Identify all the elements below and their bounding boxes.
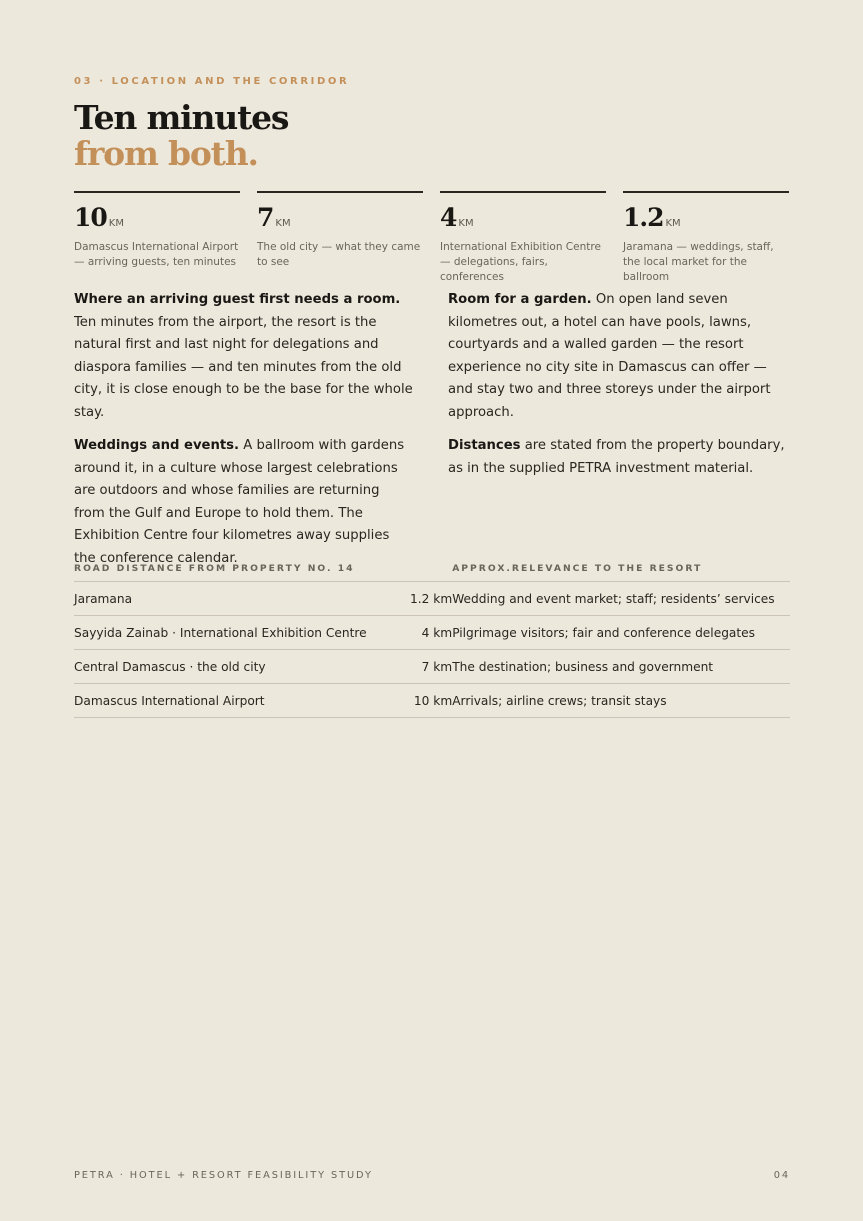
paragraph-text: On open land seven kilometres out, a hotel can have pools, lawns, courtyards and a walled garden — the resort experience no city site in Damascus can offer — and stay two and three storeys under the airport approach. [448,292,771,420]
section-kicker: 03 · LOCATION AND THE CORRIDOR [74,76,350,87]
stat-caption: Damascus International Airport — arriving guests, ten minutes [74,241,239,268]
cell-distance: 4 km [410,616,452,650]
stat-unit: KM [108,218,124,229]
stat-caption: International Exhibition Centre — delegations, fairs, conferences [440,241,601,283]
paragraph [74,435,414,570]
page-number: 04 [773,1170,790,1181]
cell-relevance: The destination; business and government [452,650,790,684]
stat-unit: KM [665,218,681,229]
stat-caption: Jaramana — weddings, staff, the local market for the ballroom [623,241,774,283]
paragraph-lead: Where an arriving guest first needs a room. [74,292,401,307]
paragraph-text: are stated from the property boundary, as in the supplied PETRA investment material. [448,438,785,476]
cell-place: Sayyida Zainab · International Exhibition Centre [74,616,410,650]
paragraph [448,289,790,424]
stat-caption: The old city — what they came to see [257,241,421,268]
table-row [74,684,790,718]
page-title [74,100,288,172]
stat-value: 1.2 [623,203,664,232]
stat-airport [74,191,240,285]
stat-value: 4 [440,203,457,232]
cell-relevance: Wedding and event market; staff; residents’ services [452,582,790,616]
cell-relevance: Arrivals; airline crews; transit stays [452,684,790,718]
stat-value: 10 [74,203,107,232]
paragraph [74,289,414,424]
title-line-2: from both. [74,134,258,173]
paragraph-lead: Distances [448,438,521,453]
stat-exhibition-centre [440,191,606,285]
cell-place: Central Damascus · the old city [74,650,410,684]
table-header-row [74,556,790,582]
cell-place: Damascus International Airport [74,684,410,718]
table-row [74,582,790,616]
table-row [74,650,790,684]
table-row [74,616,790,650]
stat-unit: KM [275,218,291,229]
cell-distance: 7 km [410,650,452,684]
page-footer [74,1170,790,1181]
paragraph [448,435,790,480]
header-relevance: APPROX.RELEVANCE TO THE RESORT [452,556,790,582]
cell-relevance: Pilgrimage visitors; fair and conference delegates [452,616,790,650]
stat-unit: KM [458,218,474,229]
distance-table [74,556,790,718]
footer-title: PETRA · HOTEL + RESORT FEASIBILITY STUDY [74,1170,373,1181]
stat-jaramana [623,191,789,285]
cell-distance: 1.2 km [410,582,452,616]
distance-stats [74,191,790,285]
paragraph-lead: Weddings and events. [74,438,240,453]
header-place: ROAD DISTANCE FROM PROPERTY NO. 14 [74,556,452,582]
body-column-left [74,289,414,581]
title-line-1: Ten minutes [74,98,289,137]
paragraph-lead: Room for a garden. [448,292,592,307]
paragraph-text: A ballroom with gardens around it, in a culture whose largest celebrations are outdoors and whose families are returning from the Gulf and Europe to hold them. The Exhibition Centre four kilometres away supplies the conference calendar. [74,438,405,566]
body-column-right [448,289,790,491]
paragraph-text: Ten minutes from the airport, the resort is the natural first and last night for delegations and diaspora families — and ten minutes from the old city, it is close enough to be the base for the whole stay. [74,314,413,420]
cell-distance: 10 km [410,684,452,718]
cell-place: Jaramana [74,582,410,616]
stat-old-city [257,191,423,285]
page [74,0,790,1221]
stat-value: 7 [257,203,274,232]
